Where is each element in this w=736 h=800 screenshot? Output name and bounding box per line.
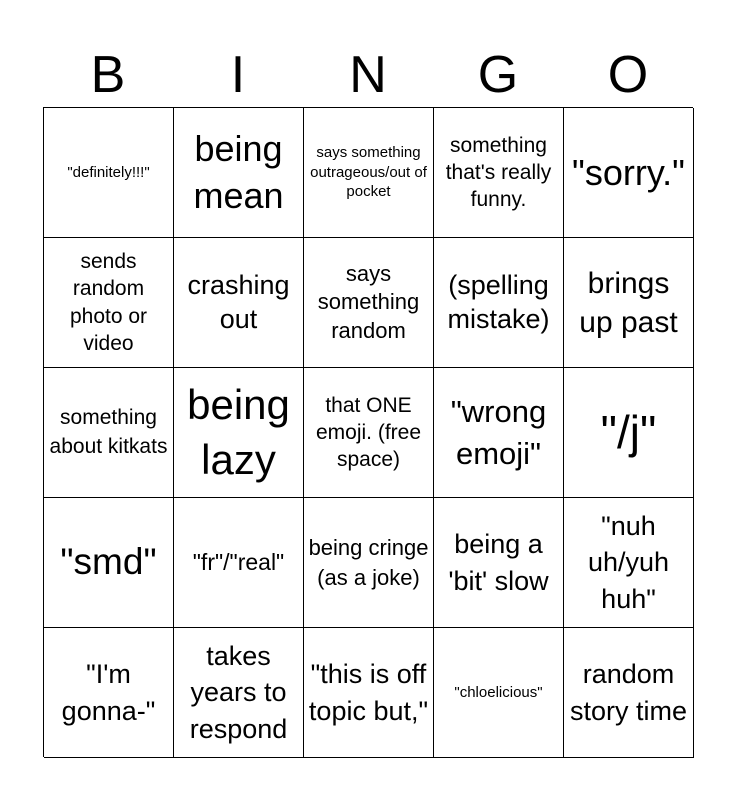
bingo-board [43,107,693,757]
cell-text: "sorry." [572,151,685,193]
bingo-cell[interactable] [564,238,694,368]
bingo-cell[interactable] [44,498,174,628]
bingo-cell[interactable] [44,238,174,368]
cell-text: something that's really funny. [445,133,552,212]
bingo-cell[interactable] [304,628,434,758]
header-letter-b: B [90,46,126,104]
bingo-cell[interactable] [304,238,434,368]
bingo-cell[interactable] [44,368,174,498]
cell-text: "fr"/"real" [192,549,285,576]
cell-text: something about kitkats [49,406,168,458]
header-letter-o: O [607,46,649,104]
cell-text: "this is off topic but," [308,659,429,726]
cell-text: crashing out [187,269,290,334]
cell-text: brings up past [579,266,678,339]
cell-text: "I'm gonna-" [61,659,156,726]
bingo-header [43,46,693,104]
cell-text: says something random [317,260,420,343]
bingo-cell[interactable] [174,498,304,628]
header-letter-i: I [230,46,246,104]
bingo-cell[interactable] [44,628,174,758]
cell-text: sends random photo or video [69,249,148,355]
cell-text: (spelling mistake) [447,269,550,334]
bingo-cell[interactable] [304,368,434,498]
bingo-cell[interactable] [434,628,564,758]
cell-text: "wrong emoji" [450,393,547,471]
cell-text: says something outrageous/out of pocket [310,144,427,201]
bingo-cell[interactable] [44,108,174,238]
bingo-cell[interactable] [434,498,564,628]
bingo-cell[interactable] [174,368,304,498]
cell-text: takes years to respond [189,640,288,744]
bingo-cell[interactable] [434,108,564,238]
bingo-cell[interactable] [174,108,304,238]
cell-text: being cringe (as a joke) [308,534,429,590]
bingo-cell[interactable] [564,498,694,628]
cell-text: random story time [569,659,688,726]
cell-text: being lazy [187,380,290,483]
bingo-cell[interactable] [174,238,304,368]
bingo-cell[interactable] [564,368,694,498]
cell-text: "nuh uh/yuh huh" [587,510,670,614]
cell-text: "/j" [600,405,657,458]
bingo-cell[interactable] [304,108,434,238]
cell-text: "smd" [60,541,157,583]
header-letter-n: N [349,46,387,104]
header-letter-g: G [477,46,519,104]
bingo-cell[interactable] [304,498,434,628]
cell-text: "definitely!!!" [67,163,150,181]
cell-text: "chloelicious" [454,683,543,701]
bingo-cell[interactable] [174,628,304,758]
cell-text: that ONE emoji. (free space) [315,393,422,472]
bingo-cell[interactable] [564,628,694,758]
cell-text: being a 'bit' slow [448,529,549,596]
bingo-cell[interactable] [434,368,564,498]
bingo-cell[interactable] [564,108,694,238]
bingo-cell[interactable] [434,238,564,368]
cell-text: being mean [193,127,284,216]
